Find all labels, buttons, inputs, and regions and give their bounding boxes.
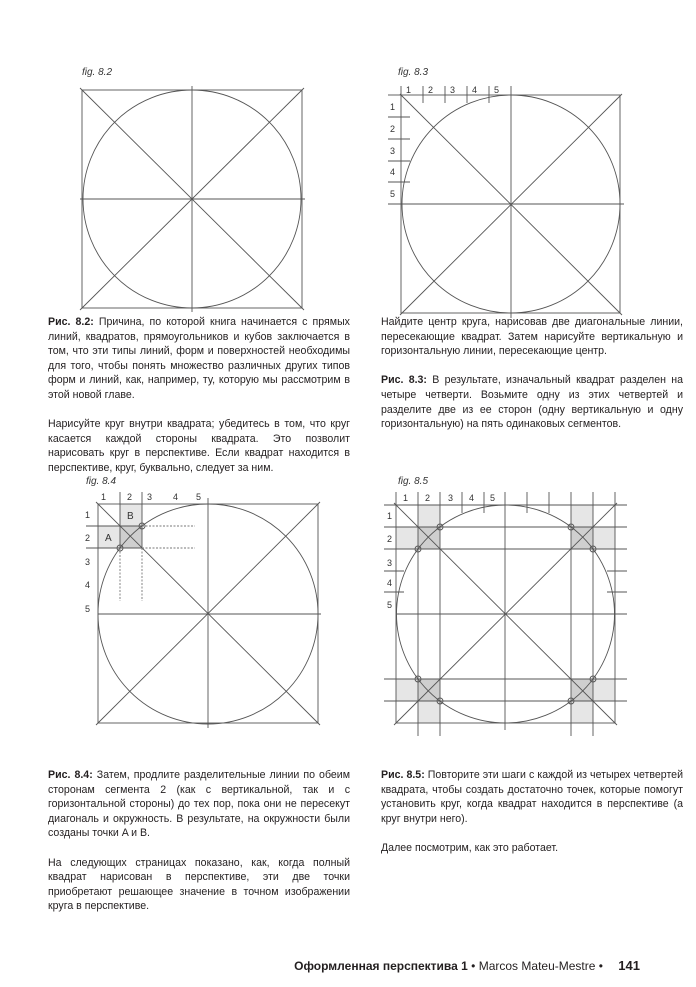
- caption-text: Повторите эти шаги с каждой из четырех четвертей квадрата, чтобы создать достаточно точек, которые помогут установить круг, когда квадрат находится в перспективе (а круг внутри него).: [381, 769, 683, 825]
- fig-8-4-point-b: B: [127, 511, 134, 522]
- fig-8-4-top-tick-1: 1: [101, 492, 107, 502]
- caption-ref: Рис. 8.5:: [381, 769, 425, 781]
- fig-8-3-top-tick-1: 1: [406, 85, 412, 95]
- fig-8-5-top-tick-4: 4: [469, 493, 475, 503]
- fig-8-5-left-tick-1: 1: [387, 511, 393, 521]
- fig-8-4-left-tick-1: 1: [85, 510, 91, 520]
- page-footer: [294, 958, 640, 973]
- fig-8-3-left-tick-2: 2: [390, 124, 396, 134]
- fig-8-3-top-tick-5: 5: [494, 85, 500, 95]
- fig-8-5-top-tick-2: 2: [425, 493, 431, 503]
- fig-8-4-drawing: [86, 492, 321, 728]
- caption-paragraph: Нарисуйте круг внутри квадрата; убедитесь в том, что круг касается каждой стороны квадрата. Это позволит нарисовать круг в перспективе. Если квадрат находится в перспективе, круг, буквально, следует за ним.: [48, 418, 350, 474]
- fig-8-3-top-tick-2: 2: [428, 85, 434, 95]
- fig-8-4-left-tick-3: 3: [85, 557, 91, 567]
- fig-8-5-top-tick-3: 3: [448, 493, 454, 503]
- fig-8-4-left-tick-2: 2: [85, 533, 91, 543]
- fig-8-5-left-tick-4: 4: [387, 578, 393, 588]
- fig-8-3-left-tick-4: 4: [390, 167, 396, 177]
- fig-8-2-drawing: [80, 86, 305, 312]
- fig-8-4-point-a: A: [105, 533, 112, 544]
- caption-ref: Рис. 8.2:: [48, 316, 94, 328]
- caption-paragraph: На следующих страницах показано, как, когда полный квадрат нарисован в перспективе, эти две точки приобретают решающее значение в точном изображении круга в перспективе.: [48, 856, 350, 913]
- caption-fig-8-3: [381, 315, 683, 446]
- fig-8-5-left-tick-5: 5: [387, 600, 393, 610]
- fig-8-5-top-tick-5: 5: [490, 493, 496, 503]
- author-name: Marcos Mateu-Mestre: [478, 959, 596, 973]
- fig-8-5-left-tick-3: 3: [387, 558, 393, 568]
- fig-8-4-top-tick-5: 5: [196, 492, 202, 502]
- fig-8-4-top-tick-3: 3: [147, 492, 153, 502]
- caption-ref: Рис. 8.3:: [381, 374, 427, 387]
- fig-8-4-top-tick-4: 4: [173, 492, 179, 502]
- caption-ref: Рис. 8.4:: [48, 769, 93, 781]
- fig-8-5-drawing: [384, 492, 627, 736]
- caption-text: Затем, продлите разделительные линии по обеим сторонам сегмента 2 (как с вертикальной, так и с горизонтальной стороны) до тех пор, пока они не пересекут диагональ и окружность. В результате, на окружности были созданы точки A и B.: [48, 769, 350, 840]
- page-number: 141: [618, 958, 640, 973]
- caption-text: В результате, изначальный квадрат разделен на четыре четверти. Возьмите одну из этих четвертей и разделите две из ее сторон (одну вертикальную и одну горизонтальную) на пять одинаковых сегментов.: [381, 374, 683, 431]
- footer-separator: •: [467, 959, 479, 973]
- fig-8-4-left-tick-4: 4: [85, 580, 91, 590]
- caption-text: Причина, по которой книга начинается с прямых линий, квадратов, прямоугольников и кубов заключается в том, что эти типы линий, форм и поверхностей необходимы для того, чтобы понять множество различных других типов форм и линий, как, например, ту, которую мы рассмотрим в этой новой главе.: [48, 316, 350, 401]
- fig-8-3-top-tick-4: 4: [472, 85, 478, 95]
- caption-paragraph: Найдите центр круга, нарисовав две диагональные линии, пересекающие квадрат. Затем нарисуйте вертикальную и горизонтальную линии, пересекающие центр.: [381, 316, 683, 358]
- book-title: Оформленная перспектива 1: [294, 959, 468, 973]
- fig-8-3-top-tick-3: 3: [450, 85, 456, 95]
- fig-8-3-label: fig. 8.3: [398, 67, 429, 78]
- fig-8-4-label: fig. 8.4: [86, 476, 117, 487]
- fig-8-4-top-tick-2: 2: [127, 492, 133, 502]
- fig-8-3-left-tick-3: 3: [390, 146, 396, 156]
- caption-fig-8-5: [381, 768, 683, 870]
- footer-separator: •: [595, 959, 607, 973]
- fig-8-3-left-tick-1: 1: [390, 102, 396, 112]
- caption-fig-8-2: [48, 315, 350, 490]
- fig-8-5-left-tick-2: 2: [387, 534, 393, 544]
- fig-8-5-top-tick-1: 1: [403, 493, 409, 503]
- caption-paragraph: Далее посмотрим, как это работает.: [381, 841, 559, 854]
- caption-fig-8-4: [48, 768, 350, 929]
- fig-8-3-left-tick-5: 5: [390, 189, 396, 199]
- fig-8-2-label: fig. 8.2: [82, 67, 113, 78]
- fig-8-5-label: fig. 8.5: [398, 476, 429, 487]
- fig-8-4-left-tick-5: 5: [85, 604, 91, 614]
- fig-8-3-drawing: [388, 86, 624, 318]
